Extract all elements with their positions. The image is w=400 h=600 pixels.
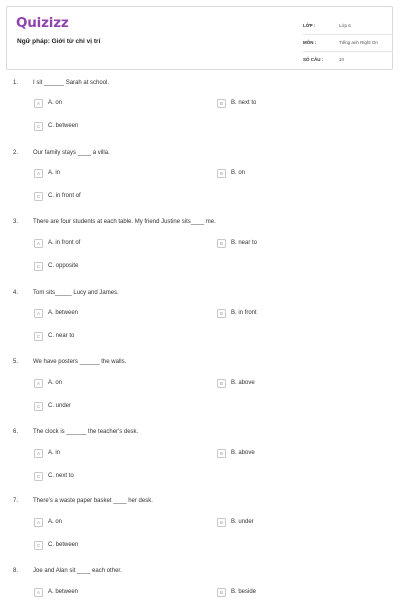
question-number: 6. <box>13 429 19 435</box>
option-letter-box: B <box>217 309 226 318</box>
option-letter-box: A <box>34 449 43 458</box>
option-letter-box: A <box>34 239 43 248</box>
meta-info <box>303 21 393 72</box>
option-letter-box: A <box>34 169 43 178</box>
question-number: 8. <box>13 568 19 574</box>
option-letter-box: C <box>34 122 43 131</box>
question-text: The clock is ______ the teacher's desk. <box>33 429 139 435</box>
meta-row-grade <box>303 21 393 35</box>
option-text: C. under <box>48 403 72 409</box>
question-text: Our family stays ____ a villa. <box>33 150 110 156</box>
option-text: A. in <box>48 450 61 456</box>
option-letter-box: B <box>217 169 226 178</box>
meta-label: LỚP : <box>303 23 316 28</box>
meta-label: MÔN : <box>303 40 317 45</box>
quizizz-logo: Quizizz <box>16 15 69 31</box>
option-letter-box: A <box>34 588 43 597</box>
option-text: A. in front of <box>48 240 81 246</box>
option-text: B. next to <box>231 100 257 106</box>
option-letter-box: B <box>217 379 226 388</box>
question-text: Tom sits_____ Lucy and James. <box>33 290 119 296</box>
option-letter-box: B <box>217 588 226 597</box>
option-text: B. near to <box>231 240 258 246</box>
option-text: B. beside <box>231 589 257 595</box>
meta-value: Tiếng anh Right On <box>339 40 378 45</box>
meta-label: SỐ CÂU : <box>303 57 324 62</box>
option-letter-box: A <box>34 99 43 108</box>
option-text: A. on <box>48 380 63 386</box>
worksheet-title: Ngữ pháp: Giới từ chỉ vị trí <box>17 38 101 45</box>
option-text: C. in front of <box>48 193 81 199</box>
option-letter-box: C <box>34 192 43 201</box>
question-text: We have posters ______ the walls. <box>33 359 127 365</box>
option-letter-box: B <box>217 449 226 458</box>
meta-row-subject <box>303 38 393 52</box>
question-number: 5. <box>13 359 19 365</box>
option-letter-box: C <box>34 332 43 341</box>
meta-value: 10 <box>339 57 345 62</box>
worksheet-header <box>6 6 393 70</box>
option-text: C. next to <box>48 473 74 479</box>
option-letter-box: C <box>34 402 43 411</box>
question-text: There's a waste paper basket ____ her desk. <box>33 498 153 504</box>
option-text: A. on <box>48 519 63 525</box>
option-letter-box: B <box>217 239 226 248</box>
option-text: B. under <box>231 519 254 525</box>
option-text: A. between <box>48 310 79 316</box>
option-letter-box: B <box>217 99 226 108</box>
question-number: 3. <box>13 219 19 225</box>
question-text: I sit ______ Sarah at school. <box>33 80 110 86</box>
option-letter-box: B <box>217 518 226 527</box>
option-text: A. on <box>48 100 63 106</box>
option-text: C. opposite <box>48 263 79 269</box>
option-letter-box: C <box>34 472 43 481</box>
option-text: C. between <box>48 542 79 548</box>
meta-row-count <box>303 55 393 69</box>
option-text: B. above <box>231 380 255 386</box>
option-text: B. on <box>231 170 246 176</box>
option-text: A. between <box>48 589 79 595</box>
option-letter-box: C <box>34 541 43 550</box>
question-number: 4. <box>13 290 19 296</box>
meta-value: Lớp 6 <box>339 23 351 28</box>
option-letter-box: A <box>34 518 43 527</box>
option-text: B. in front <box>231 310 257 316</box>
question-number: 2. <box>13 150 19 156</box>
option-text: A. in <box>48 170 61 176</box>
question-number: 1. <box>13 80 19 86</box>
option-letter-box: A <box>34 379 43 388</box>
option-letter-box: A <box>34 309 43 318</box>
question-text: Joe and Alan sit ____ each other. <box>33 568 122 574</box>
option-letter-box: C <box>34 262 43 271</box>
option-text: B. above <box>231 450 255 456</box>
question-number: 7. <box>13 498 19 504</box>
option-text: C. near to <box>48 333 75 339</box>
option-text: C. between <box>48 123 79 129</box>
question-text: There are four students at each table. My friend Justine sits____ me. <box>33 219 216 225</box>
